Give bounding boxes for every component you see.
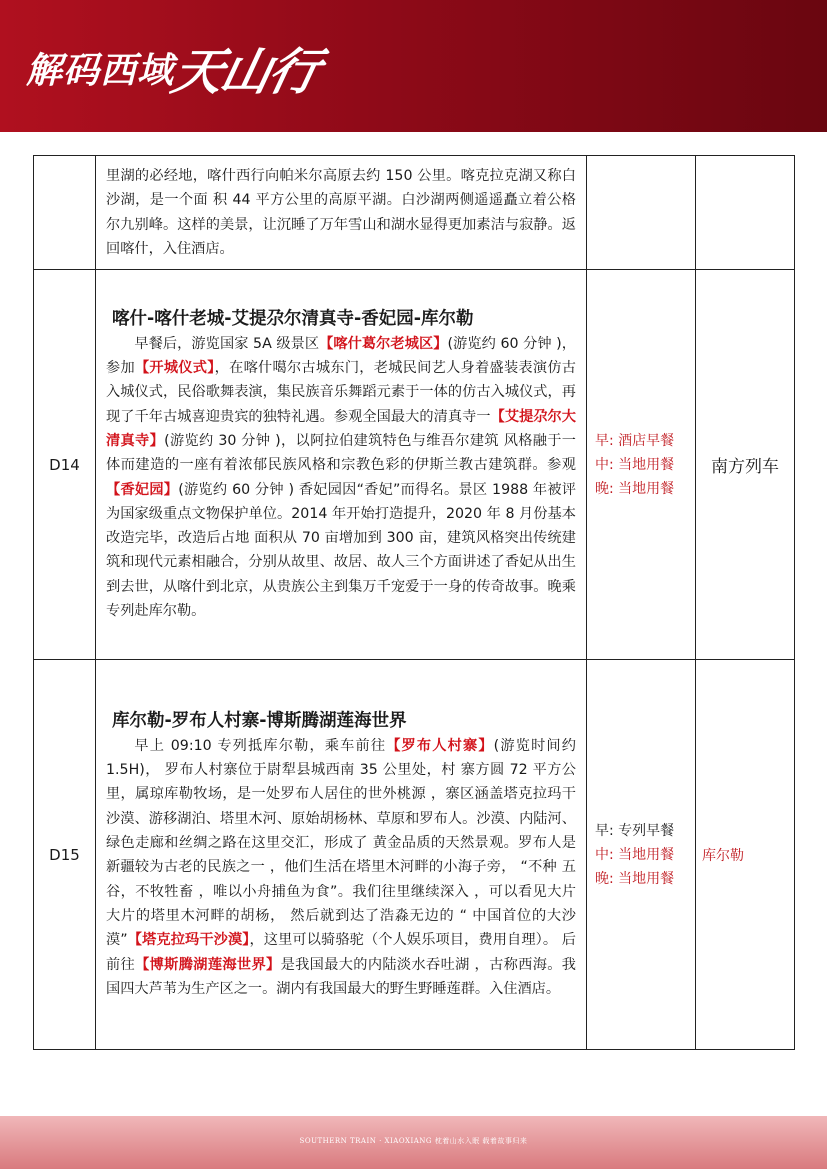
brand-logo-text-2: 天山行 xyxy=(167,42,324,101)
hotel-cell xyxy=(696,156,795,270)
highlight-xiangfei-garden: 【香妃园】 xyxy=(106,481,179,498)
highlight-luobu-village: 【罗布人村寨】 xyxy=(386,737,494,754)
day-title-d15: 库尔勒-罗布人村寨-博斯腾湖莲海世界 xyxy=(112,710,407,731)
meal-lunch-d14: 中: 当地用餐 xyxy=(595,456,675,473)
description-cell-d14 xyxy=(96,270,587,660)
table-row-continuation xyxy=(34,156,795,270)
itinerary-table xyxy=(33,155,795,1050)
meal-cell-d14 xyxy=(587,270,696,660)
description-text-d15 xyxy=(106,734,576,1001)
text-segment: 早餐后，游览国家 5A 级景区 xyxy=(134,335,320,352)
footer-slogan: SOUTHERN TRAIN · XIAOXIANG 枕着山水入眠 载着故事归来 xyxy=(299,1137,528,1145)
table-row-d15 xyxy=(34,660,795,1050)
meal-dinner-d15: 晚: 当地用餐 xyxy=(595,870,675,887)
meal-breakfast-d15: 早: 专列早餐 xyxy=(595,822,675,839)
meal-lunch-d15: 中: 当地用餐 xyxy=(595,846,675,863)
highlight-kashgar-old-city: 【喀什葛尔老城区】 xyxy=(319,335,448,352)
text-segment: (游览约 60 分钟 ) 香妃园因“香妃”而得名。景区 1988 年被评为国家级重点文物保护单位。2014 年开始打造提升，2020 年 8 月份基本改造完毕，改造后占地 面积从 70 亩增加到 300 亩，建筑风格突出传统建筑和现代元素相融合，分别从故里、故居、故人三个方面讲述了香妃从出生到去世，从喀什到北京，从贵族公主到集万千宠爱于一身的传奇故事。晚乘专列赴库尔勒。 xyxy=(106,481,576,619)
highlight-opening-ceremony: 【开城仪式】 xyxy=(134,360,215,377)
text-segment: ，在喀什噶尔古城东门，老城民间艺人身着盛装表演仿古入城仪式，民俗歌舞表演，集民族音乐舞蹈元素于一体的仿古入城仪式，再现了千年古城喜迎贵宾的独特礼遇。参观全国最大的清真寺一 xyxy=(106,360,576,425)
day-cell xyxy=(34,156,96,270)
highlight-bosten-lake-lotus: 【博斯腾湖莲海世界】 xyxy=(135,956,281,973)
text-segment: 是我国最大的内陆淡水吞吐湖 ，古称西海。我国四大芦苇为生产区之一。湖内有我国最大的野生野睡莲群。入住酒店。 xyxy=(106,956,576,997)
table-row-d14 xyxy=(34,270,795,660)
description-cell-d15 xyxy=(96,660,587,1050)
day-cell-d14: D14 xyxy=(34,270,96,660)
description-text-d14 xyxy=(106,332,576,624)
text-segment: (游览约 30 分钟 )，以阿拉伯建筑特色与维吾尔建筑 风格融于一体而建造的一座有着浓郁民族风格和宗教色彩的伊斯兰教古建筑群。参观 xyxy=(106,432,576,474)
page-footer xyxy=(0,1116,827,1169)
hotel-cell-d15: 库尔勒 xyxy=(696,660,795,1050)
meal-cell-d15 xyxy=(587,660,696,1050)
brand-logo-text-1: 解码西域 xyxy=(26,50,175,92)
description-cell xyxy=(96,156,587,270)
text-segment: (游览约 60 分钟 )，参加 xyxy=(106,335,576,377)
page-header xyxy=(0,0,827,132)
meal-breakfast-d14: 早: 酒店早餐 xyxy=(595,432,675,449)
meal-cell xyxy=(587,156,696,270)
meal-dinner-d14: 晚: 当地用餐 xyxy=(595,480,675,497)
highlight-taklamakan-desert: 【塔克拉玛干沙漠】 xyxy=(127,932,250,949)
brand-logo xyxy=(26,32,324,104)
text-segment: 早上 09:10 专列抵库尔勒，乘车前往 xyxy=(134,737,387,754)
hotel-cell-d14: 南方列车 xyxy=(696,270,795,660)
text-segment: (游览时间约 1.5H)， 罗布人村寨位于尉犁县城西南 35 公里处，村 寨方圆 72 平方公里，属琼库勒牧场，是一处罗布人居住的世外桃源 ，寨区涵盖塔克拉玛干沙漠、游移湖泊、塔里木河、原始胡杨林、草原和罗布人。沙漠、内陆河、绿色走廊和丝绸之路在这里交汇，形成了 黄金品质的天然景观。罗布人是新疆较为古老的民族之一 ，他们生活在塔里木河畔的小海子旁， “不种 五谷，不牧牲畜 ，唯以小舟捕鱼为食”。我们往里继续深入 ，可以看见大片大片的塔里木河畔的胡杨， 然后就到达了浩淼无边的 “ 中国首位的大沙漠” xyxy=(106,737,576,949)
highlight-id-kah-mosque: 【艾提尕尔大清真寺】 xyxy=(106,408,576,449)
description-text: 里湖的必经地，喀什西行向帕米尔高原去约 150 公里。喀克拉克湖又称白沙湖，是一个面 积 44 平方公里的高原平湖。白沙湖两侧遥遥矗立着公格尔九别峰。这样的美景，让沉睡了万年雪山和湖水显得更加素洁与寂静。返回喀什，入住酒店。 xyxy=(106,167,576,257)
day-cell-d15: D15 xyxy=(34,660,96,1050)
day-title-d14: 喀什-喀什老城-艾提尕尔清真寺-香妃园-库尔勒 xyxy=(112,308,474,329)
text-segment: ，这里可以骑骆驼（个人娱乐项目，费用自理）。 后前往 xyxy=(106,932,576,973)
